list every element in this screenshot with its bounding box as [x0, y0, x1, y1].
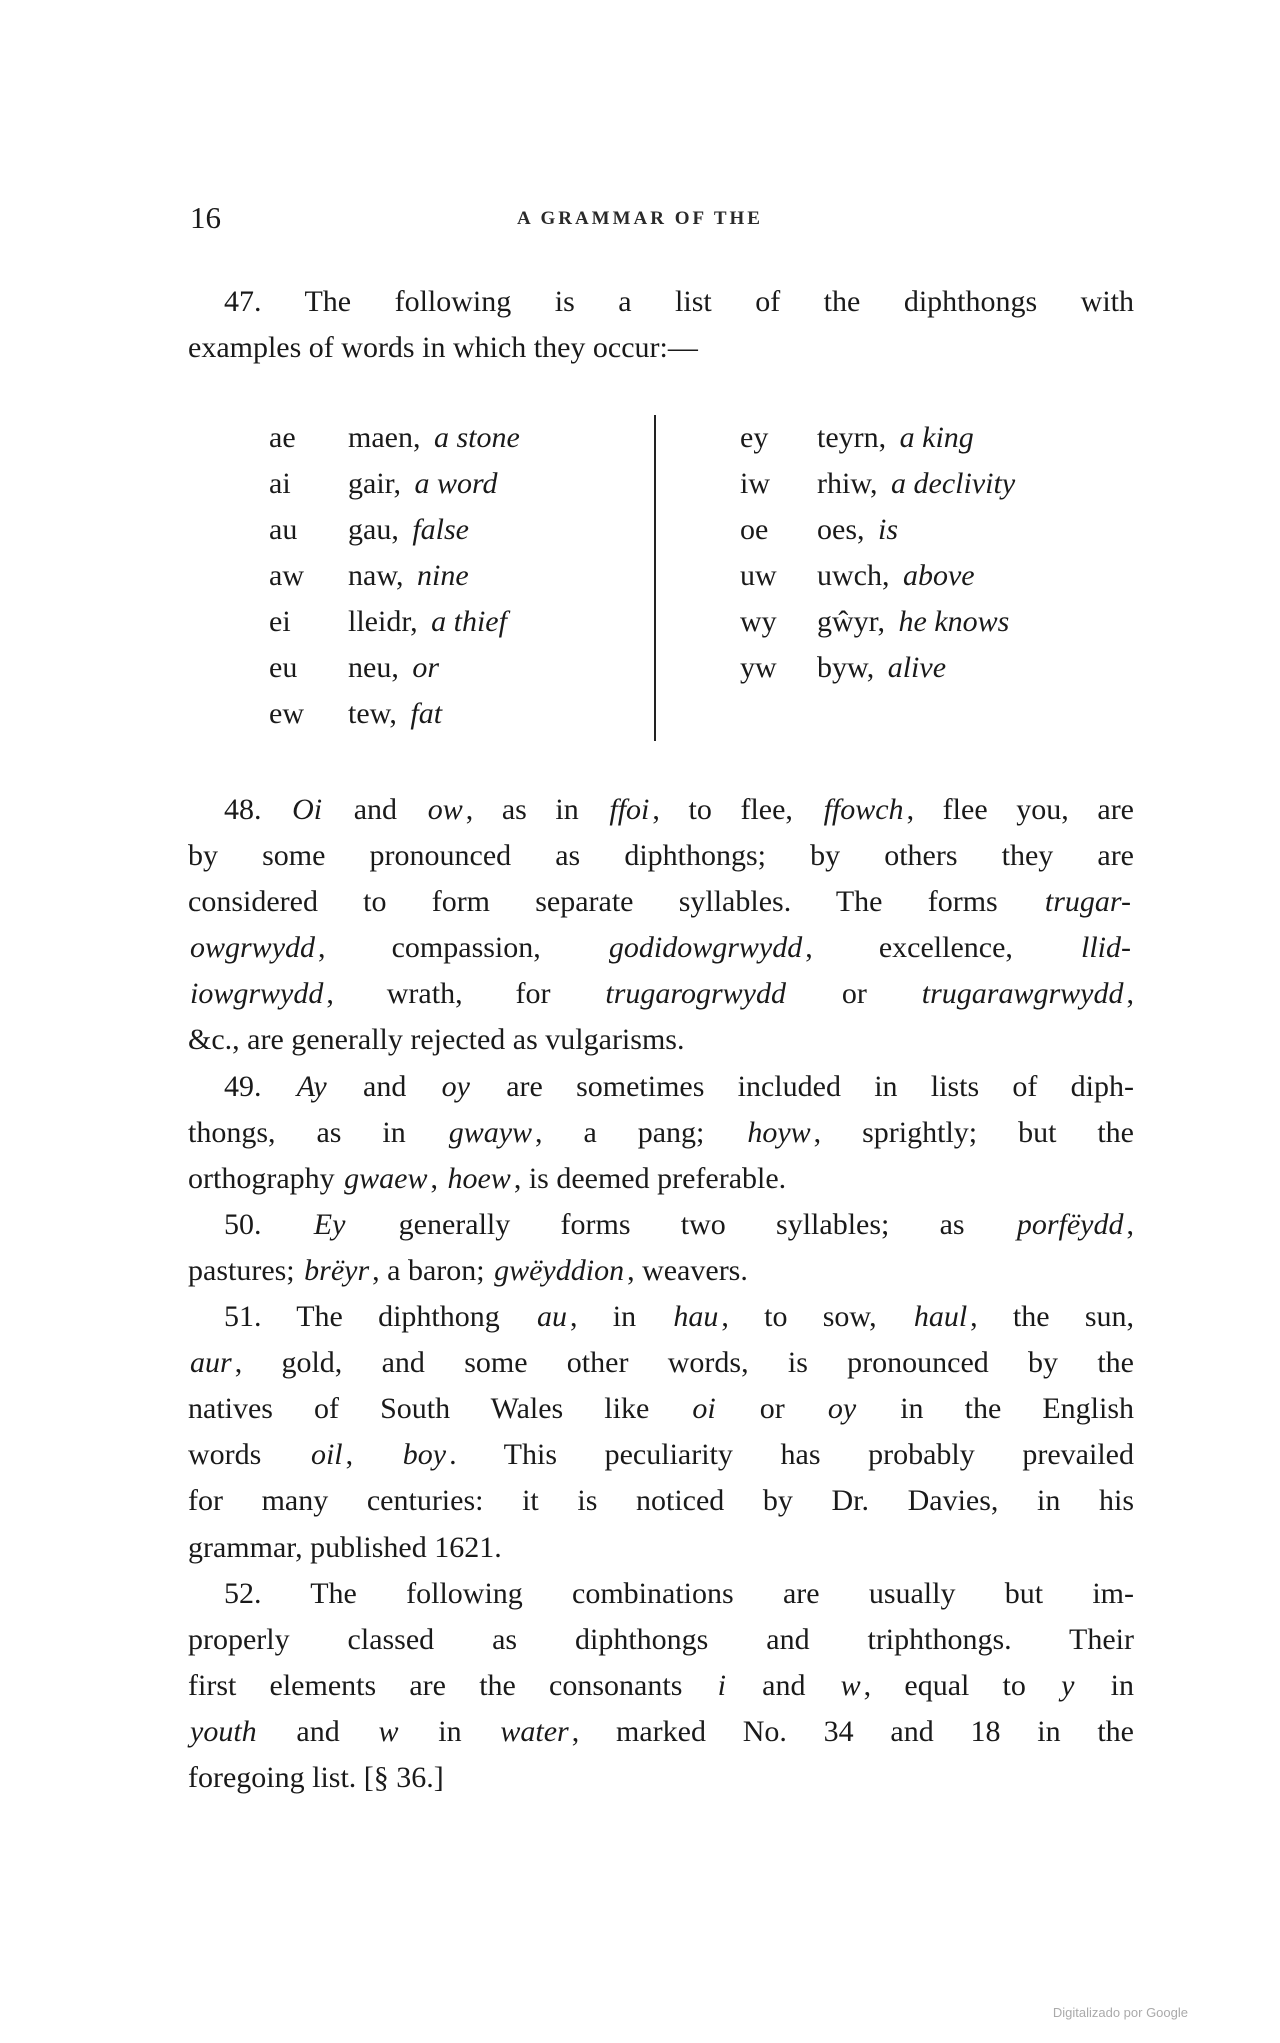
gloss: or: [412, 651, 440, 684]
italic-word: trugar-: [1044, 885, 1131, 919]
italic-word: au: [537, 1300, 568, 1334]
text-span: in: [1077, 1668, 1134, 1702]
italic-word: Ey: [313, 1207, 346, 1241]
italic-word: trugarogrwydd: [605, 977, 786, 1011]
text-span: , is deemed preferable.: [513, 1161, 787, 1195]
gloss: fat: [410, 697, 443, 730]
word: gau,: [348, 513, 407, 546]
text-span: first elements are the consonants: [188, 1668, 716, 1702]
italic-word: llid-: [1081, 931, 1131, 965]
text-span: 51. The diphthong: [224, 1300, 536, 1334]
text-line: [188, 1064, 1134, 1110]
text-span: , flee you, are: [906, 793, 1134, 826]
text-span: ,: [430, 1161, 446, 1195]
text-line: [188, 1202, 1134, 1248]
italic-word: ow: [427, 793, 463, 826]
italic-word: porfëydd: [1016, 1207, 1124, 1241]
italic-word: boy: [402, 1438, 447, 1472]
example-word: [817, 415, 977, 461]
text-span: , in: [570, 1300, 672, 1334]
text-span: natives of South Wales like: [188, 1392, 691, 1426]
word: gair,: [348, 467, 409, 500]
word: neu,: [348, 651, 407, 684]
diphthong-code: uw: [740, 559, 777, 592]
diphthong-code: ei: [269, 605, 291, 638]
italic-word: godidowgrwydd: [608, 931, 803, 965]
italic-word: Ay: [296, 1069, 327, 1103]
italic-word: brëyr: [304, 1253, 370, 1287]
gloss: a word: [414, 467, 498, 500]
text-line: [188, 1525, 1134, 1571]
italic-word: hoew: [447, 1161, 511, 1195]
italic-word: oy: [827, 1392, 857, 1426]
text-line: [188, 833, 1134, 879]
text-span: 50.: [224, 1207, 312, 1241]
text-line: [188, 325, 1134, 371]
text-span: in: [401, 1714, 499, 1748]
table-divider: [654, 415, 656, 741]
diphthong-code: aw: [269, 559, 304, 592]
text-span: . This peculiarity has probably prevailed: [449, 1438, 1134, 1472]
diphthong-code: au: [269, 513, 298, 546]
italic-word: water: [500, 1714, 569, 1748]
text-span: , to flee,: [652, 793, 822, 826]
word: gŵyr,: [817, 605, 893, 638]
italic-word: w: [378, 1714, 399, 1748]
text-line: [188, 971, 1134, 1017]
text-span: generally forms two syllables; as: [348, 1207, 1015, 1241]
italic-word: gwëyddion: [494, 1253, 625, 1287]
text-line: [188, 925, 1134, 971]
italic-word: y: [1061, 1668, 1075, 1702]
text-span: , a baron;: [372, 1253, 493, 1287]
text-span: by some pronounced as diphthongs; by others they are: [188, 839, 1134, 873]
word: teyrn,: [817, 421, 894, 454]
text-span: ,: [345, 1438, 401, 1472]
text-line: [188, 1478, 1134, 1524]
italic-word: oil: [310, 1438, 343, 1472]
text-span: foregoing list. [§ 36.]: [188, 1760, 444, 1794]
example-word: [817, 507, 901, 553]
text-span: 48.: [224, 793, 291, 826]
text-span: , marked No. 34 and 18 in the: [571, 1714, 1134, 1748]
gloss: alive: [887, 651, 947, 684]
text-line: [188, 1386, 1134, 1432]
example-word: [817, 599, 1012, 645]
word: tew,: [348, 697, 405, 730]
text-span: , as in: [465, 793, 608, 826]
text-line: [188, 1294, 1134, 1340]
example-word: [348, 507, 472, 553]
italic-word: haul: [913, 1300, 968, 1334]
text-span: , gold, and some other words, is pronounced by the: [234, 1346, 1134, 1380]
text-line: [188, 1340, 1134, 1386]
text-span: or: [718, 1392, 826, 1426]
text-line: [188, 1248, 1134, 1294]
italic-word: hoyw: [747, 1115, 811, 1149]
gloss: above: [902, 559, 975, 592]
italic-word: aur: [190, 1346, 232, 1380]
gloss: a thief: [431, 605, 507, 638]
body-text: [188, 787, 1134, 1801]
diphthong-code: oe: [740, 513, 769, 546]
diphthong-code: wy: [740, 605, 777, 638]
example-word: [348, 553, 472, 599]
example-word: [817, 553, 978, 599]
example-word: [348, 461, 501, 507]
watermark: Digitalizado por Google: [1052, 2005, 1188, 2020]
example-word: [348, 645, 442, 691]
text-span: , to sow,: [721, 1300, 912, 1334]
text-line: [188, 1709, 1134, 1755]
gloss: nine: [417, 559, 469, 592]
text-span: orthography: [188, 1161, 343, 1195]
text-span: or: [788, 977, 920, 1011]
text-line: [188, 787, 1134, 833]
text-span: 47. The following is a list of the diphthongs with: [224, 285, 1134, 318]
text-line: [188, 1156, 1134, 1202]
word: uwch,: [817, 559, 897, 592]
gloss: a declivity: [891, 467, 1016, 500]
italic-word: gwayw: [448, 1115, 533, 1149]
text-line: [188, 1110, 1134, 1156]
italic-word: i: [717, 1668, 726, 1702]
italic-word: trugarawgrwydd: [921, 977, 1124, 1011]
text-line: [188, 1571, 1134, 1617]
text-span: , equal to: [863, 1668, 1060, 1702]
text-line: [188, 1617, 1134, 1663]
gloss: is: [878, 513, 899, 546]
text-span: , compassion,: [318, 931, 607, 965]
italic-word: hau: [673, 1300, 719, 1334]
gloss: a king: [899, 421, 974, 454]
italic-word: Oi: [292, 793, 323, 826]
gloss: a stone: [433, 421, 520, 454]
italic-word: ffowch: [823, 793, 904, 826]
word: rhiw,: [817, 467, 886, 500]
text-span: , sprightly; but the: [813, 1115, 1135, 1149]
word: oes,: [817, 513, 872, 546]
text-span: ,: [1126, 977, 1134, 1011]
text-span: and: [325, 793, 426, 826]
text-span: &c., are generally rejected as vulgarisms.: [188, 1023, 685, 1057]
text-span: , wrath, for: [326, 977, 604, 1011]
text-span: grammar, published 1621.: [188, 1530, 502, 1564]
page-number: 16: [190, 200, 221, 235]
paragraph-47-intro: [188, 279, 1134, 371]
text-span: , the sun,: [970, 1300, 1134, 1334]
word: lleidr,: [348, 605, 426, 638]
italic-word: w: [840, 1668, 861, 1702]
diphthong-code: ew: [269, 697, 304, 730]
text-line: [188, 279, 1134, 325]
word: byw,: [817, 651, 882, 684]
text-span: ,: [1126, 1207, 1134, 1241]
text-span: and: [259, 1714, 377, 1748]
text-span: 52. The following combinations are usually but im-: [224, 1576, 1134, 1610]
italic-word: oy: [441, 1069, 470, 1103]
diphthong-code: ae: [269, 421, 296, 454]
example-word: [348, 415, 523, 461]
text-span: in the English: [859, 1392, 1135, 1426]
text-span: thongs, as in: [188, 1115, 447, 1149]
text-span: and: [329, 1069, 440, 1103]
text-span: properly classed as diphthongs and triphthongs. Their: [188, 1622, 1134, 1656]
text-line: [188, 1755, 1134, 1801]
gloss: he knows: [898, 605, 1010, 638]
text-span: , excellence,: [805, 931, 1079, 965]
text-line: [188, 1017, 1134, 1063]
text-span: 49.: [224, 1069, 295, 1103]
diphthong-code: ai: [269, 467, 291, 500]
text-span: for many centuries: it is noticed by Dr. Davies, in his: [188, 1484, 1134, 1518]
text-line: [188, 1663, 1134, 1709]
text-span: , weavers.: [627, 1253, 748, 1287]
diphthong-code: yw: [740, 651, 777, 684]
gloss: false: [412, 513, 469, 546]
example-word: [348, 691, 445, 737]
word: maen,: [348, 421, 428, 454]
example-word: [348, 599, 510, 645]
text-span: and: [728, 1668, 839, 1702]
italic-word: iowgrwydd: [190, 977, 324, 1011]
italic-word: oi: [692, 1392, 716, 1426]
italic-word: ffoi: [609, 793, 650, 826]
italic-word: owgrwydd: [190, 931, 316, 965]
running-title: A GRAMMAR OF THE: [517, 208, 763, 229]
text-line: [188, 1432, 1134, 1478]
italic-word: gwaew: [344, 1161, 428, 1195]
text-line: [188, 879, 1134, 925]
italic-word: youth: [190, 1714, 257, 1748]
word: naw,: [348, 559, 412, 592]
diphthong-code: eu: [269, 651, 298, 684]
text-span: words: [188, 1438, 309, 1472]
text-span: are sometimes included in lists of diph-: [472, 1069, 1135, 1103]
text-span: examples of words in which they occur:—: [188, 331, 698, 365]
example-word: [817, 461, 1018, 507]
example-word: [817, 645, 949, 691]
diphthong-code: iw: [740, 467, 770, 500]
text-span: pastures;: [188, 1253, 303, 1287]
text-span: considered to form separate syllables. The forms: [188, 885, 1043, 919]
diphthong-code: ey: [740, 421, 769, 454]
text-span: , a pang;: [535, 1115, 746, 1149]
